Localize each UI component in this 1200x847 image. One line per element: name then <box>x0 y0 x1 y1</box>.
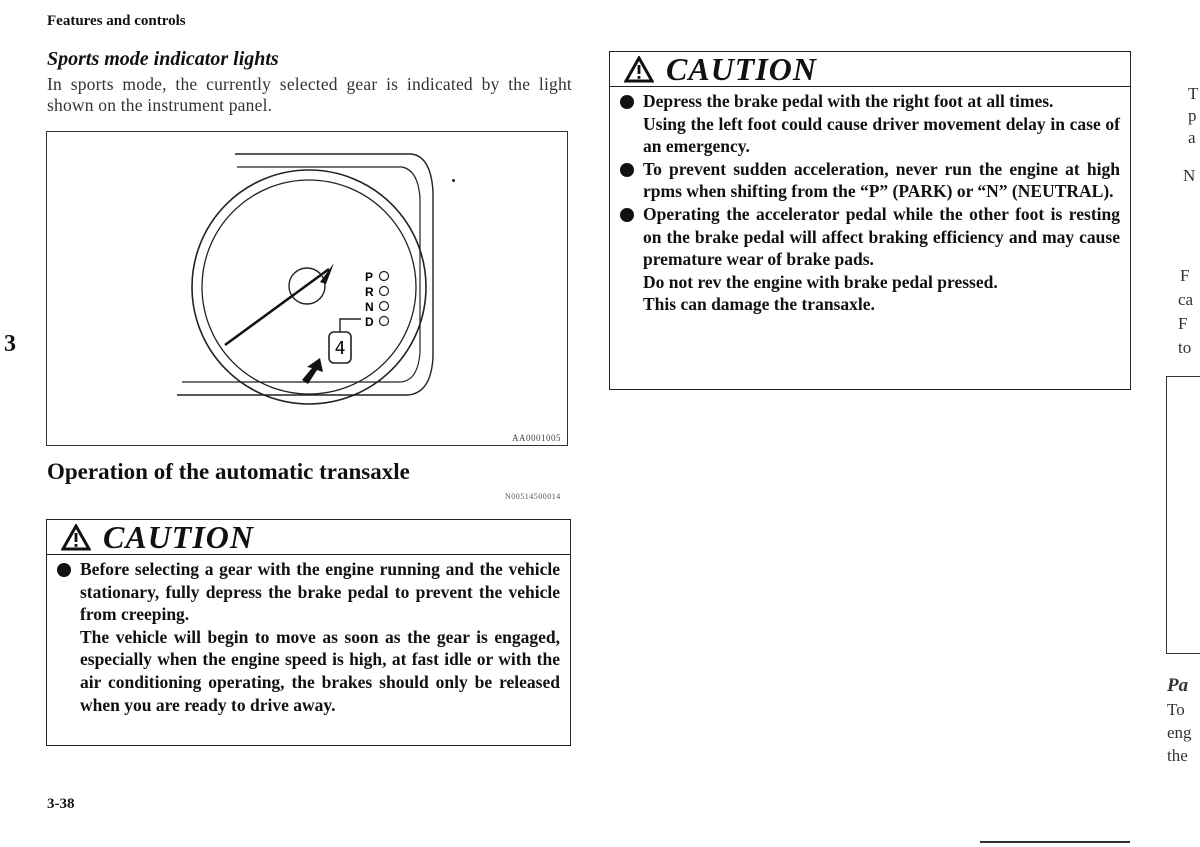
gear-label-n: N <box>365 300 374 314</box>
caution-1-paragraph: Before selecting a gear with the engine running and the vehicle stationary, fully depress the brake pedal to prevent the vehicle from creeping. <box>80 559 560 625</box>
edge-fragment: Pa <box>1167 675 1189 696</box>
scan-speck <box>452 179 455 182</box>
gear-light-r <box>380 287 389 296</box>
indicator-arrow-icon <box>302 358 323 384</box>
warning-triangle-icon <box>624 56 654 83</box>
edge-fragment: the <box>1167 746 1188 765</box>
caution-box-2 <box>609 51 1131 390</box>
gear-label-p: P <box>365 270 374 284</box>
caution-title-2 <box>610 52 1130 87</box>
bullet-dot-icon <box>620 208 634 222</box>
chapter-tab: 3 <box>4 331 16 357</box>
edge-fragment: T <box>1188 84 1199 103</box>
bullet-dot-icon <box>57 563 71 577</box>
gear-light-p <box>380 272 389 281</box>
edge-fragment: a <box>1188 128 1196 147</box>
edge-fragment: F <box>1178 314 1188 333</box>
caution-2-paragraph: This can damage the transaxle. <box>643 294 875 315</box>
gear-light-n <box>380 302 389 311</box>
instrument-panel-figure <box>46 131 568 446</box>
edge-caution-box-fragment <box>1166 376 1200 654</box>
figure-code: AA0001005 <box>512 433 561 443</box>
operation-title: Operation of the automatic transaxle <box>47 459 410 484</box>
caution-2-item <box>620 90 1120 158</box>
caution-box-1 <box>46 519 571 746</box>
gear-display-digit: 4 <box>334 338 346 359</box>
caution-2-item <box>620 203 1120 316</box>
caution-1-item <box>57 558 560 716</box>
sports-mode-heading: Sports mode indicator lights <box>47 48 279 70</box>
edge-fragment: p <box>1188 106 1197 125</box>
gear-label-d: D <box>365 315 374 329</box>
caution-1-paragraph: The vehicle will begin to move as soon as the gear is engaged, especially when the engine speed is high, at fast idle or with the air conditioning operating, the brakes should only be released when you are ready to drive away. <box>80 626 560 715</box>
edge-fragment: eng <box>1167 723 1192 742</box>
sports-mode-text: In sports mode, the currently selected gear is indicated by the light shown on the instrument panel. <box>47 74 572 115</box>
edge-fragment: to <box>1178 338 1192 357</box>
caution-2-paragraph: Using the left foot could cause driver movement delay in case of an emergency. <box>643 113 1120 157</box>
edge-fragment: N <box>1183 166 1196 185</box>
speedometer-illustration <box>47 132 567 445</box>
gear-light-d <box>380 317 389 326</box>
caution-title-1 <box>47 520 570 555</box>
caution-word-2: CAUTION <box>666 51 818 87</box>
caution-word-1: CAUTION <box>103 519 255 555</box>
edge-fragment: F <box>1180 266 1190 285</box>
caution-2-item <box>620 158 1120 203</box>
warning-triangle-icon <box>61 524 91 551</box>
edge-fragment: To <box>1167 700 1185 719</box>
section-header: Features and controls <box>47 13 186 29</box>
caution-2-paragraph: Operating the accelerator pedal while the other foot is resting on the brake pedal will affect braking efficiency and may cause premature wear of brake pads. <box>643 203 1120 270</box>
caution-2-paragraph: Depress the brake pedal with the right foot at all times. <box>643 91 1054 111</box>
caution-2-paragraph: To prevent sudden acceleration, never run the engine at high rpms when shifting from the “P” (PARK) or “N” (NEUTRAL). <box>643 158 1120 202</box>
caution-2-paragraph: Do not rev the engine with brake pedal pressed. <box>643 271 998 292</box>
bullet-dot-icon <box>620 163 634 177</box>
bullet-dot-icon <box>620 95 634 109</box>
operation-ref-code: N00514500014 <box>505 492 561 501</box>
gear-label-r: R <box>365 285 374 299</box>
edge-fragment: ca <box>1178 290 1194 309</box>
bottom-rule <box>980 841 1130 843</box>
page-number: 3-38 <box>47 796 75 812</box>
